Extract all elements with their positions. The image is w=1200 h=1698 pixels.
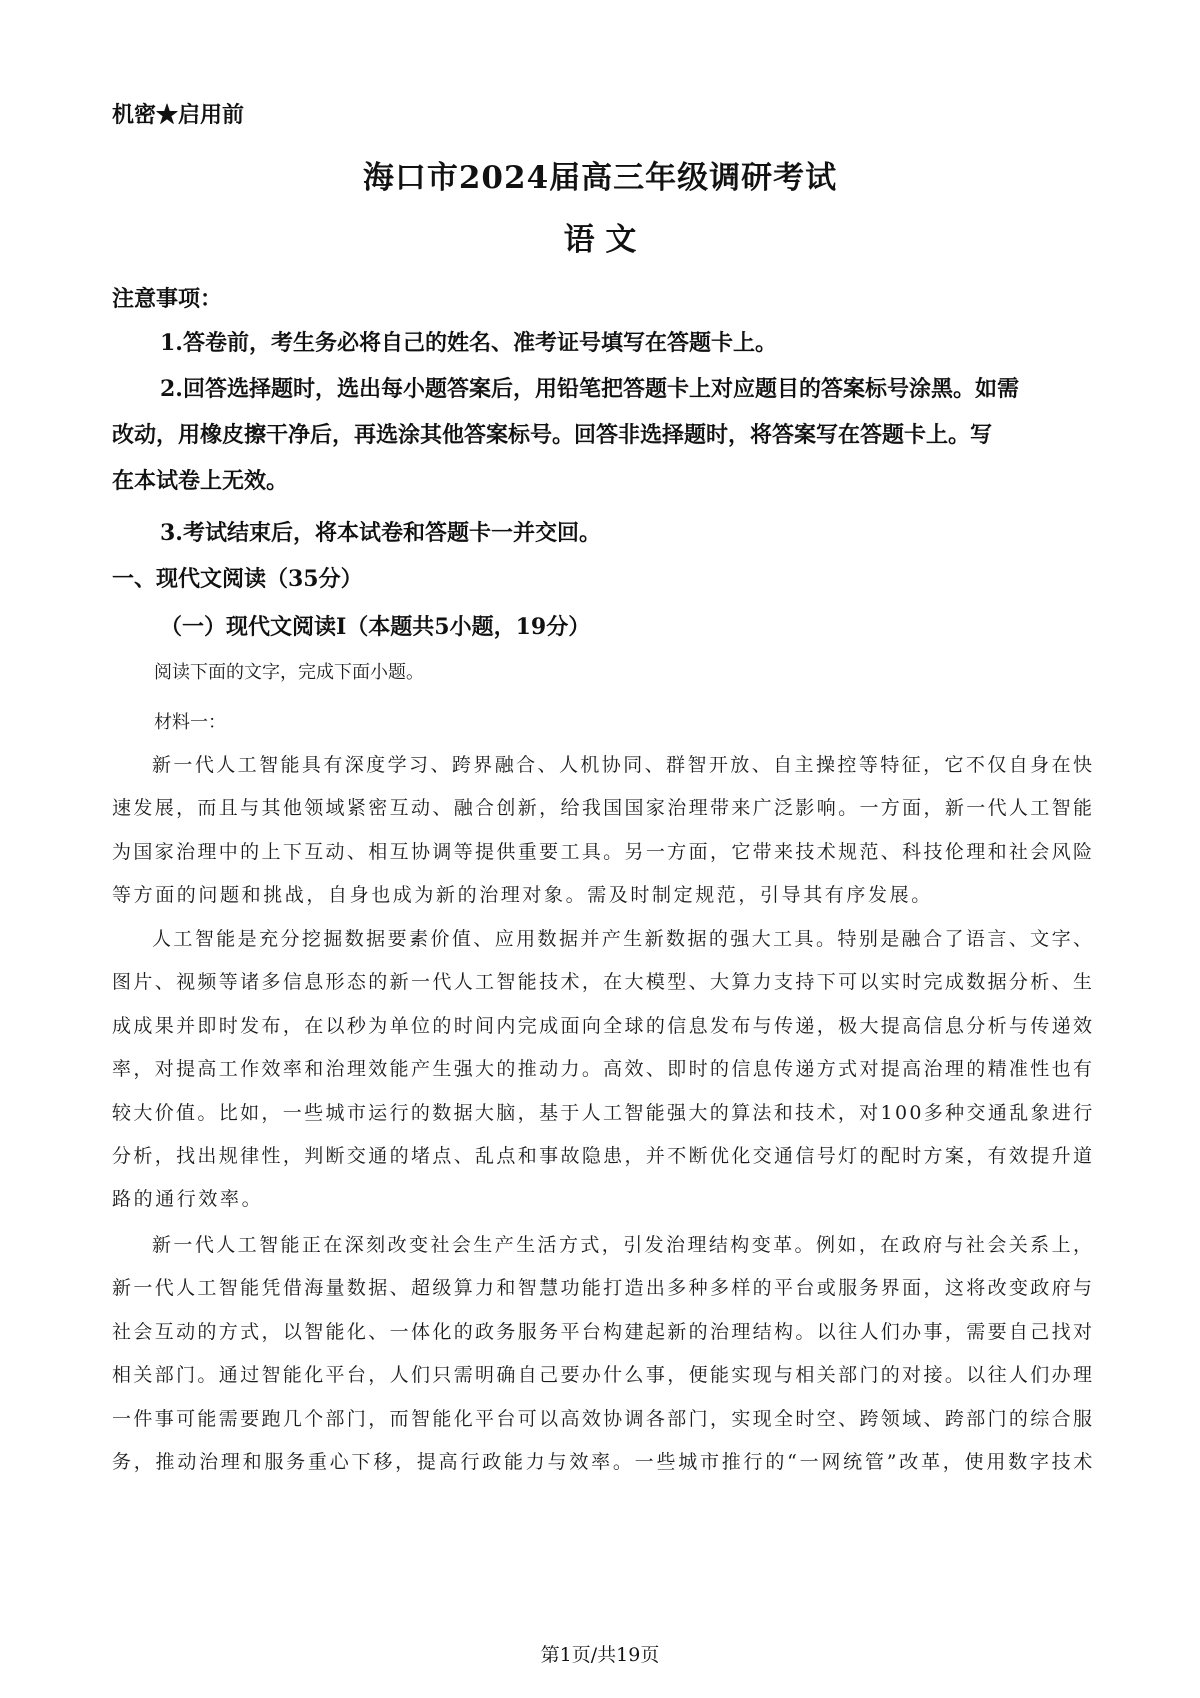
paragraph-line: 成成果并即时发布，在以秒为单位的时间内完成面向全球的信息发布与传递，极大提高信息分析与传递效: [112, 1014, 1095, 1037]
paragraph-line: 人工智能是充分挖掘数据要素价值、应用数据并产生新数据的强大工具。特别是融合了语言、文字、: [152, 928, 1095, 950]
paragraph-line: 新一代人工智能凭借海量数据、超级算力和智慧功能打造出多种多样的平台或服务界面，这将改变政府与: [112, 1277, 1095, 1300]
paragraph-line: 为国家治理中的上下互动、相互协调等提供重要工具。另一方面，它带来技术规范、科技伦理和社会风险: [112, 840, 1095, 863]
notice-item-3: 3.考试结束后，将本试卷和答题卡一并交回。: [160, 520, 601, 546]
paragraph-line: 较大价值。比如，一些城市运行的数据大脑，基于人工智能强大的算法和技术，对100多种交通乱象进行: [112, 1101, 1095, 1124]
paragraph-line: 等方面的问题和挑战，自身也成为新的治理对象。需及时制定规范，引导其有序发展。: [112, 884, 933, 907]
paragraph-1: [112, 744, 1095, 918]
paragraph-line: 速发展，而且与其他领域紧密互动、融合创新，给我国国家治理带来广泛影响。一方面，新一代人工智能: [112, 797, 1095, 820]
paragraph-line: 路的通行效率。: [112, 1188, 264, 1211]
material-label: 材料一：: [154, 712, 226, 733]
notice-item-2-line-2: 改动，用橡皮擦干净后，再选涂其他答案标号。回答非选择题时，将答案写在答题卡上。写: [112, 422, 993, 448]
confidential-mark: 机密★启用前: [112, 102, 245, 128]
section-heading: 一、现代文阅读（35分）: [112, 566, 363, 592]
notice-item-2-line-3: 在本试卷上无效。: [112, 468, 289, 494]
paragraph-3: [112, 1224, 1096, 1484]
page-number: 第1页/共19页: [540, 1644, 660, 1666]
paragraph-line: 务，推动治理和服务重心下移，提高行政能力与效率。一些城市推行的“一网统管”改革，使用数字技术: [112, 1450, 1096, 1473]
subsection-heading: （一）现代文阅读Ⅰ（本题共5小题，19分）: [160, 614, 591, 640]
paragraph-line: 一件事可能需要跑几个部门，而智能化平台可以高效协调各部门，实现全时空、跨领域、跨部门的综合服: [112, 1407, 1095, 1430]
exam-title: 海口市2024届高三年级调研考试: [362, 160, 838, 196]
paragraph-line: 相关部门。通过智能化平台，人们只需明确自己要办什么事，便能实现与相关部门的对接。以往人们办理: [112, 1364, 1095, 1387]
subject-title: 语 文: [563, 222, 637, 258]
paragraph-line: 新一代人工智能具有深度学习、跨界融合、人机协同、群智开放、自主操控等特征，它不仅自身在快: [152, 754, 1095, 776]
paragraph-line: 图片、视频等诸多信息形态的新一代人工智能技术，在大模型、大算力支持下可以实时完成数据分析、生: [112, 971, 1095, 994]
paragraph-line: 社会互动的方式，以智能化、一体化的政务服务平台构建起新的治理结构。以往人们办事，需要自己找对: [112, 1320, 1095, 1343]
notice-item-1: 1.答卷前，考生务必将自己的姓名、准考证号填写在答题卡上。: [160, 330, 777, 356]
paragraph-2: [112, 918, 1095, 1222]
reading-instruction: 阅读下面的文字，完成下面小题。: [154, 662, 424, 683]
notice-item-2-line-1: 2.回答选择题时，选出每小题答案后，用铅笔把答题卡上对应题目的答案标号涂黑。如需: [160, 376, 1019, 402]
notice-title: 注意事项：: [112, 286, 223, 312]
paragraph-line: 率，对提高工作效率和治理效能产生强大的推动力。高效、即时的信息传递方式对提高治理的精准性也有: [112, 1058, 1095, 1081]
paragraph-line: 分析，找出规律性，判断交通的堵点、乱点和事故隐患，并不断优化交通信号灯的配时方案，有效提升道: [112, 1144, 1095, 1167]
paragraph-line: 新一代人工智能正在深刻改变社会生产生活方式，引发治理结构变革。例如，在政府与社会关系上，: [152, 1234, 1095, 1256]
